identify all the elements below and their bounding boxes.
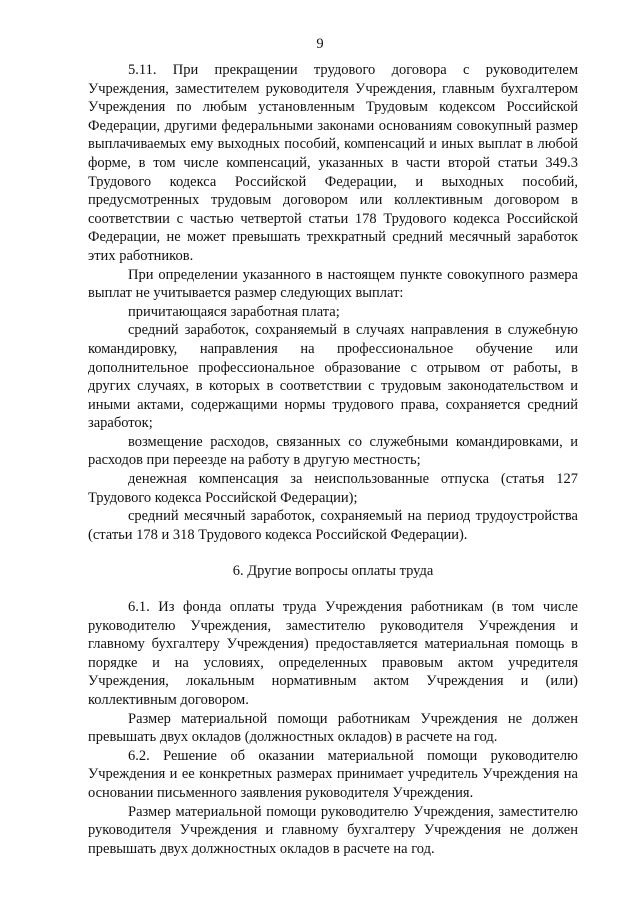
- paragraph-exclusions-intro: При определении указанного в настоящем пункте совокупного размера выплат не учитывается размер следующих выплат:: [88, 266, 578, 302]
- paragraph-5-11: 5.11. При прекращении трудового договора с руководителем Учреждения, заместителем руководителя Учреждения, главным бухгалтером Учреждения по любым установленным Трудовым кодексом Российской Федерации, другими федеральными законами основаниям совокупный размер выплачиваемых ему выходных пособий, компенсаций и иных выплат в любой форме, в том числе компенсаций, указанных в части второй статьи 349.3 Трудового кодекса Российской Федерации, и выходных пособий, предусмотренных трудовым договором или коллективным договором в соответствии с частью четвертой статьи 178 Трудового кодекса Российской Федерации, не может превышать трехкратный средний месячный заработок этих работников.: [88, 62, 578, 264]
- paragraph-aid-limit-employees: Размер материальной помощи работникам Учреждения не должен превышать двух окладов (должностных окладов) в расчете на год.: [88, 710, 578, 746]
- paragraph-6-1: 6.1. Из фонда оплаты труда Учреждения работникам (в том числе руководителю Учреждения, заместителю руководителя Учреждения и главному бухгалтеру Учреждения) предоставляется материальная помощь в порядке и на условиях, определенных правовым актом учредителя Учреждения, локальным нормативным актом Учреждения и (или) коллективным договором.: [88, 599, 578, 708]
- document-body: [88, 61, 578, 858]
- paragraph-aid-limit-management: Размер материальной помощи руководителю Учреждения, заместителю руководителя Учреждения и главному бухгалтеру Учреждения не должен превышать двух должностных окладов в расчете на год.: [88, 803, 578, 857]
- page-number: 9: [316, 36, 324, 52]
- section-heading: 6. Другие вопросы оплаты труда: [232, 563, 434, 580]
- list-item-vacation-compensation: денежная компенсация за неиспользованные отпуска (статья 127 Трудового кодекса Российской Федерации);: [88, 471, 578, 506]
- list-item-average-earnings: средний заработок, сохраняемый в случаях направления в служебную командировку, направления на профессиональное обучение или дополнительное профессиональное образование с отрывом от работы, в других случаях, в которых в соответствии с трудовым законодательством и иными актами, содержащими нормы трудового права, сохраняется средний заработок;: [88, 322, 578, 432]
- list-item-employment-period: средний месячный заработок, сохраняемый на период трудоустройства (статьи 178 и 318 Трудового кодекса Российской Федерации).: [88, 508, 578, 543]
- list-item-salary: причитающаяся заработная плата;: [128, 303, 340, 320]
- list-item-travel-expenses: возмещение расходов, связанных со служебными командировками, и расходов при переезде на работу в другую местность;: [88, 433, 578, 469]
- paragraph-6-2: 6.2. Решение об оказании материальной помощи руководителю Учреждения и ее конкретных размерах принимает учредитель Учреждения на основании письменного заявления руководителя Учреждения.: [88, 747, 578, 801]
